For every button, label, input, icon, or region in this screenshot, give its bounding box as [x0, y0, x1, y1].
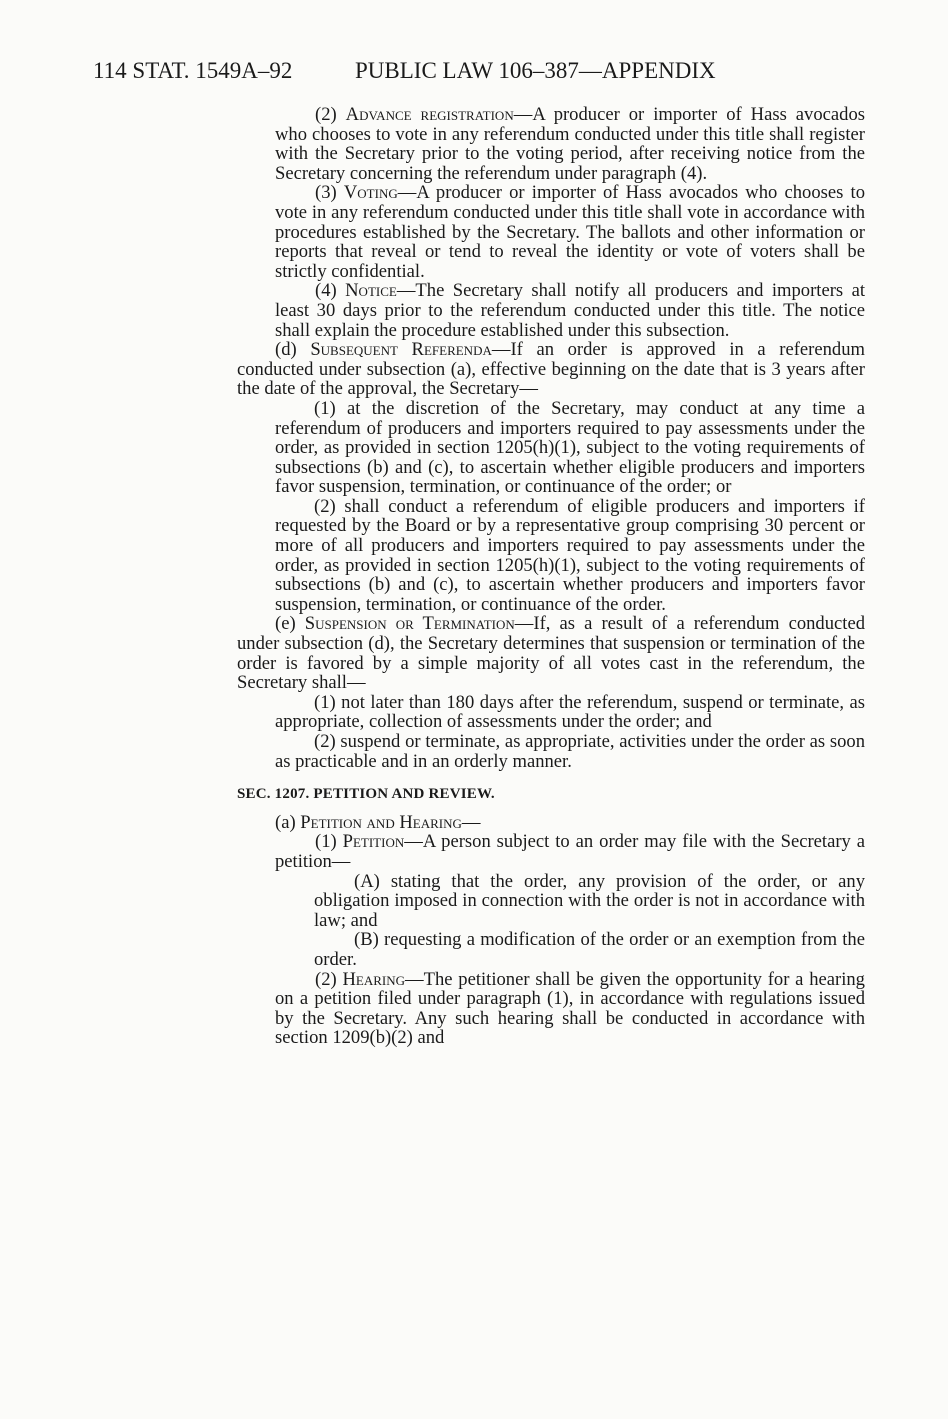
paragraph-heading: Voting [343, 182, 398, 204]
subsection-heading: Petition and Hearing [300, 811, 462, 833]
subsection-d: (d) Subsequent Referenda—If an order is approved in a referendum conducted under subsection (a), effective beginning on the date that is 3 years after the date of the approval, the Secretary— [237, 339, 865, 400]
paragraph-a2: (2) Hearing—The petitioner shall be given the opportunity for a hearing on a petition filed under paragraph (1), in accordance with regulations issued by the Secretary. Any such hearing shall be conducted in accordance with section 1209(b)(2) and [275, 968, 865, 1049]
subparagraph-a1-A: (A) stating that the order, any provision of the order, or any obligation imposed in connection with the order is not in accordance with law; and [314, 870, 865, 931]
subsection-heading: Subsequent Referenda [310, 339, 492, 361]
running-head [93, 58, 793, 84]
paragraph-d1: (1) at the discretion of the Secretary, may conduct at any time a referendum of producers and importers required to pay assessments under the order, as provided in section 1205(h)(1), subject to the voting requirements of subsections (b) and (c), to ascertain whether eligible producers and importers favor suspension, termination, or continuance of the order; or [275, 397, 865, 498]
paragraph-heading: Petition [342, 831, 405, 853]
section-heading: SEC. 1207. PETITION AND REVIEW. [237, 786, 495, 803]
paragraph-c2: (2) Advance registration—A producer or importer of Hass avocados who chooses to vote in any referendum conducted under this title shall register with the Secretary prior to the voting period, after receiving notice from the Secretary concerning the referendum under paragraph (4). [275, 104, 865, 184]
paragraph-heading: Advance registration [345, 104, 514, 125]
paragraph-heading: Notice [345, 280, 397, 302]
subsection-heading: Suspension or Termination [304, 613, 515, 635]
paragraph-c3: (3) Voting—A producer or importer of Hass avocados who chooses to vote in any referendum conducted under this title shall vote in accordance with procedures established by the Secretary. The ballots and other information or reports that reveal or tend to reveal the identity or vote of voters shall be strictly confidential. [275, 182, 865, 282]
subsection-a: (a) Petition and Hearing— [275, 811, 481, 833]
paragraph-d2: (2) shall conduct a referendum of eligible producers and importers if requested by the Board or by a representative group comprising 30 percent or more of all producers and importers required to pay assessments under the order, as provided in section 1205(h)(1), subject to the voting requirements of subsections (b) and (c), to ascertain whether producers and importers favor suspension, termination, or continuance of the order. [275, 495, 865, 615]
stat-reference: 114 STAT. 1549A–92 [93, 58, 293, 83]
law-title: PUBLIC LAW 106–387—APPENDIX [355, 58, 716, 83]
subsection-e: (e) Suspension or Termination—If, as a result of a referendum conducted under subsection (d), the Secretary determines that suspension or termination of the order is favored by a simple majority of all votes cast in the referendum, the Secretary shall— [237, 613, 865, 694]
paragraph-c4: (4) Notice—The Secretary shall notify all producers and importers at least 30 days prior to the referendum conducted under this title. The notice shall explain the procedure established under this subsection. [275, 280, 865, 341]
paragraph-heading: Hearing [342, 968, 406, 990]
body-text [237, 105, 865, 1048]
subparagraph-a1-B: (B) requesting a modification of the order or an exemption from the order. [314, 929, 865, 970]
paragraph-a1: (1) Petition—A person subject to an order may file with the Secretary a petition— [275, 831, 865, 872]
paragraph-e1: (1) not later than 180 days after the referendum, suspend or terminate, as appropriate, collection of assessments under the order; and [275, 691, 865, 733]
paragraph-e2: (2) suspend or terminate, as appropriate, activities under the order as soon as practicable and in an orderly manner. [275, 731, 865, 772]
